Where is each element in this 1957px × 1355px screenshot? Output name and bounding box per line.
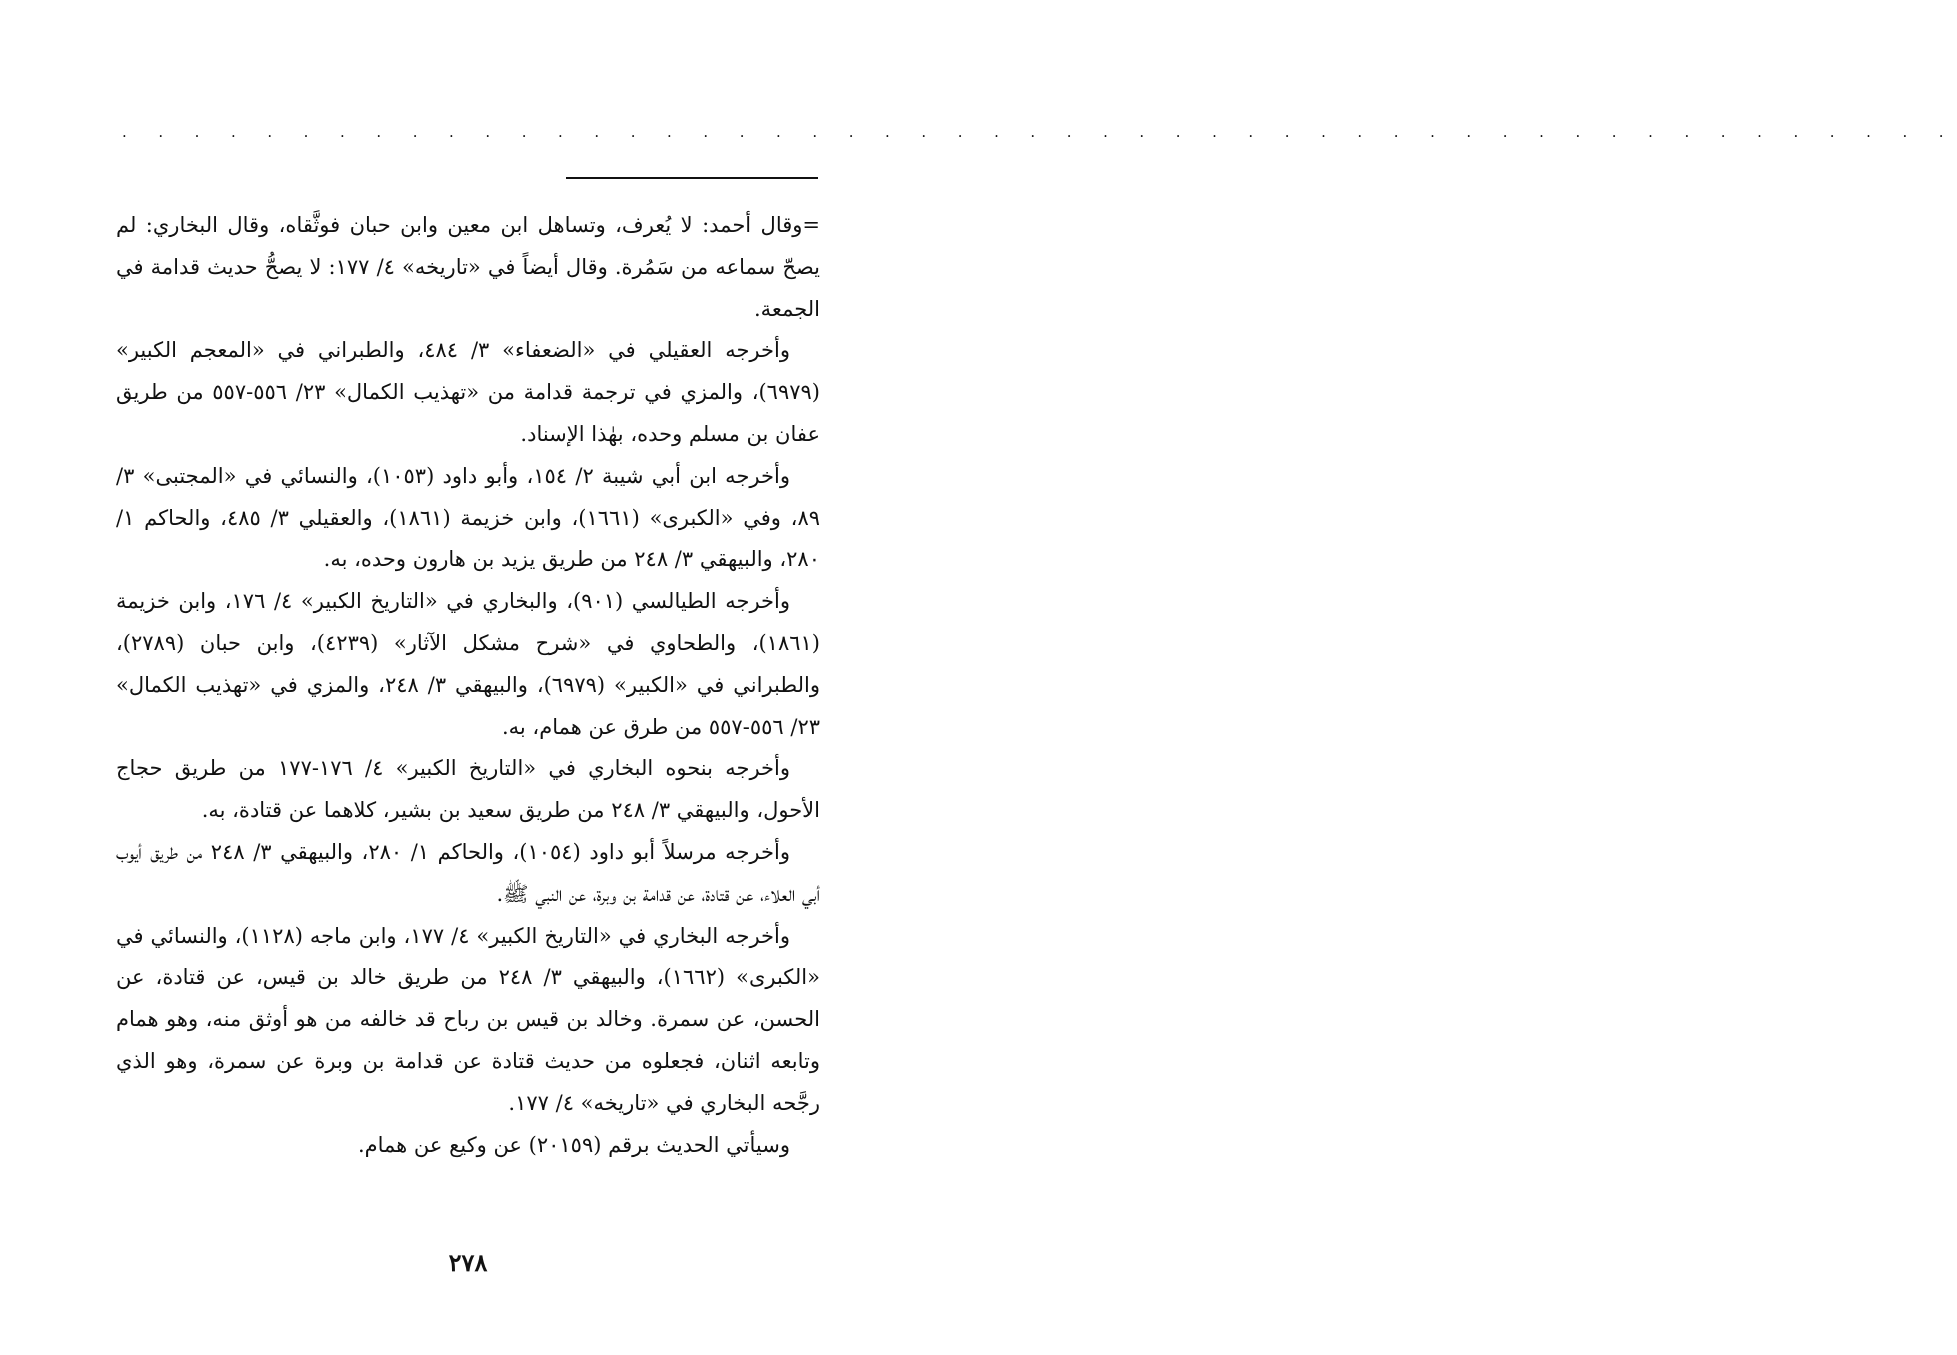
paragraph-3: وأخرجه ابن أبي شيبة ٢/ ١٥٤، وأبو داود (١٠٥٣)، والنسائي في «المجتبى» ٣/ ٨٩، وفي «الكبرى» (١٦٦١)، وابن خزيمة (١٨٦١)، والعقيلي ٣/ ٤٨٥، والحاكم ١/ ٢٨٠، والبيهقي ٣/ ٢٤٨ من طريق يزيد بن هارون وحده، به. <box>116 463 820 572</box>
paragraph-6: وأخرجه مرسلاً أبو داود (١٠٥٤)، والحاكم ١/ ٢٨٠، والبيهقي ٣/ ٢٤٨ من طريق أيوب أبي العلاء، عن قتادة، عن قدامة بن وبرة، عن النبي ﷺ. <box>116 839 820 906</box>
paragraph-7: وأخرجه البخاري في «التاريخ الكبير» ٤/ ١٧٧، وابن ماجه (١١٢٨)، والنسائي في «الكبرى» (١٦٦٢)، والبيهقي ٣/ ٢٤٨ من طريق خالد بن قيس، عن قتادة، عن الحسن، عن سمرة. وخالد بن قيس بن رباح قد خالفه من هو أوثق منه، وهو همام وتابعه اثنان، فجعلوه من حديث قتادة عن قدامة بن وبرة عن سمرة، وهو الذي رجَّحه البخاري في «تاريخه» ٤/ ١٧٧. <box>116 923 820 1115</box>
paragraph-8: وسيأتي الحديث برقم (٢٠١٥٩) عن وكيع عن همام. <box>357 1132 790 1157</box>
paragraph-1: =وقال أحمد: لا يُعرف، وتساهل ابن معين وابن حبان فوثَّقاه، وقال البخاري: لم يصحّ سماعه من سَمُرة. وقال أيضاً في «تاريخه» ٤/ ١٧٧: لا يصحُّ حديث قدامة في الجمعة. <box>116 213 820 321</box>
paragraph-5: وأخرجه بنحوه البخاري في «التاريخ الكبير» ٤/ ١٧٦-١٧٧ من طريق حجاج الأحول، والبيهقي ٣/ ٢٤٨ من طريق سعيد بن بشير، كلاهما عن قتادة، به. <box>116 756 820 823</box>
dotted-separator: · · · · · · · · · · · · · · · · · · · · · · · · · · · · · · · · · · · · · · · · · · · · · · · · · · · <box>122 127 1957 145</box>
paragraph-2: وأخرجه العقيلي في «الضعفاء» ٣/ ٤٨٤، والطبراني في «المعجم الكبير» (٦٩٧٩)، والمزي في ترجمة قدامة من «تهذيب الكمال» ٢٣/ ٥٥٦-٥٥٧ من طريق عفان بن مسلم وحده، بهٰذا الإسناد. <box>116 338 820 446</box>
footnote-text <box>116 205 820 1166</box>
page-number: ٢٧٨ <box>448 1248 488 1277</box>
footnote-rule <box>566 177 818 179</box>
paragraph-4: وأخرجه الطيالسي (٩٠١)، والبخاري في «التاريخ الكبير» ٤/ ١٧٦، وابن خزيمة (١٨٦١)، والطحاوي في «شرح مشكل الآثار» (٤٢٣٩)، وابن حبان (٢٧٨٩)، والطبراني في «الكبير» (٦٩٧٩)، والبيهقي ٣/ ٢٤٨، والمزي في «تهذيب الكمال» ٢٣/ ٥٥٦-٥٥٧ من طرق عن همام، به. <box>116 589 820 739</box>
